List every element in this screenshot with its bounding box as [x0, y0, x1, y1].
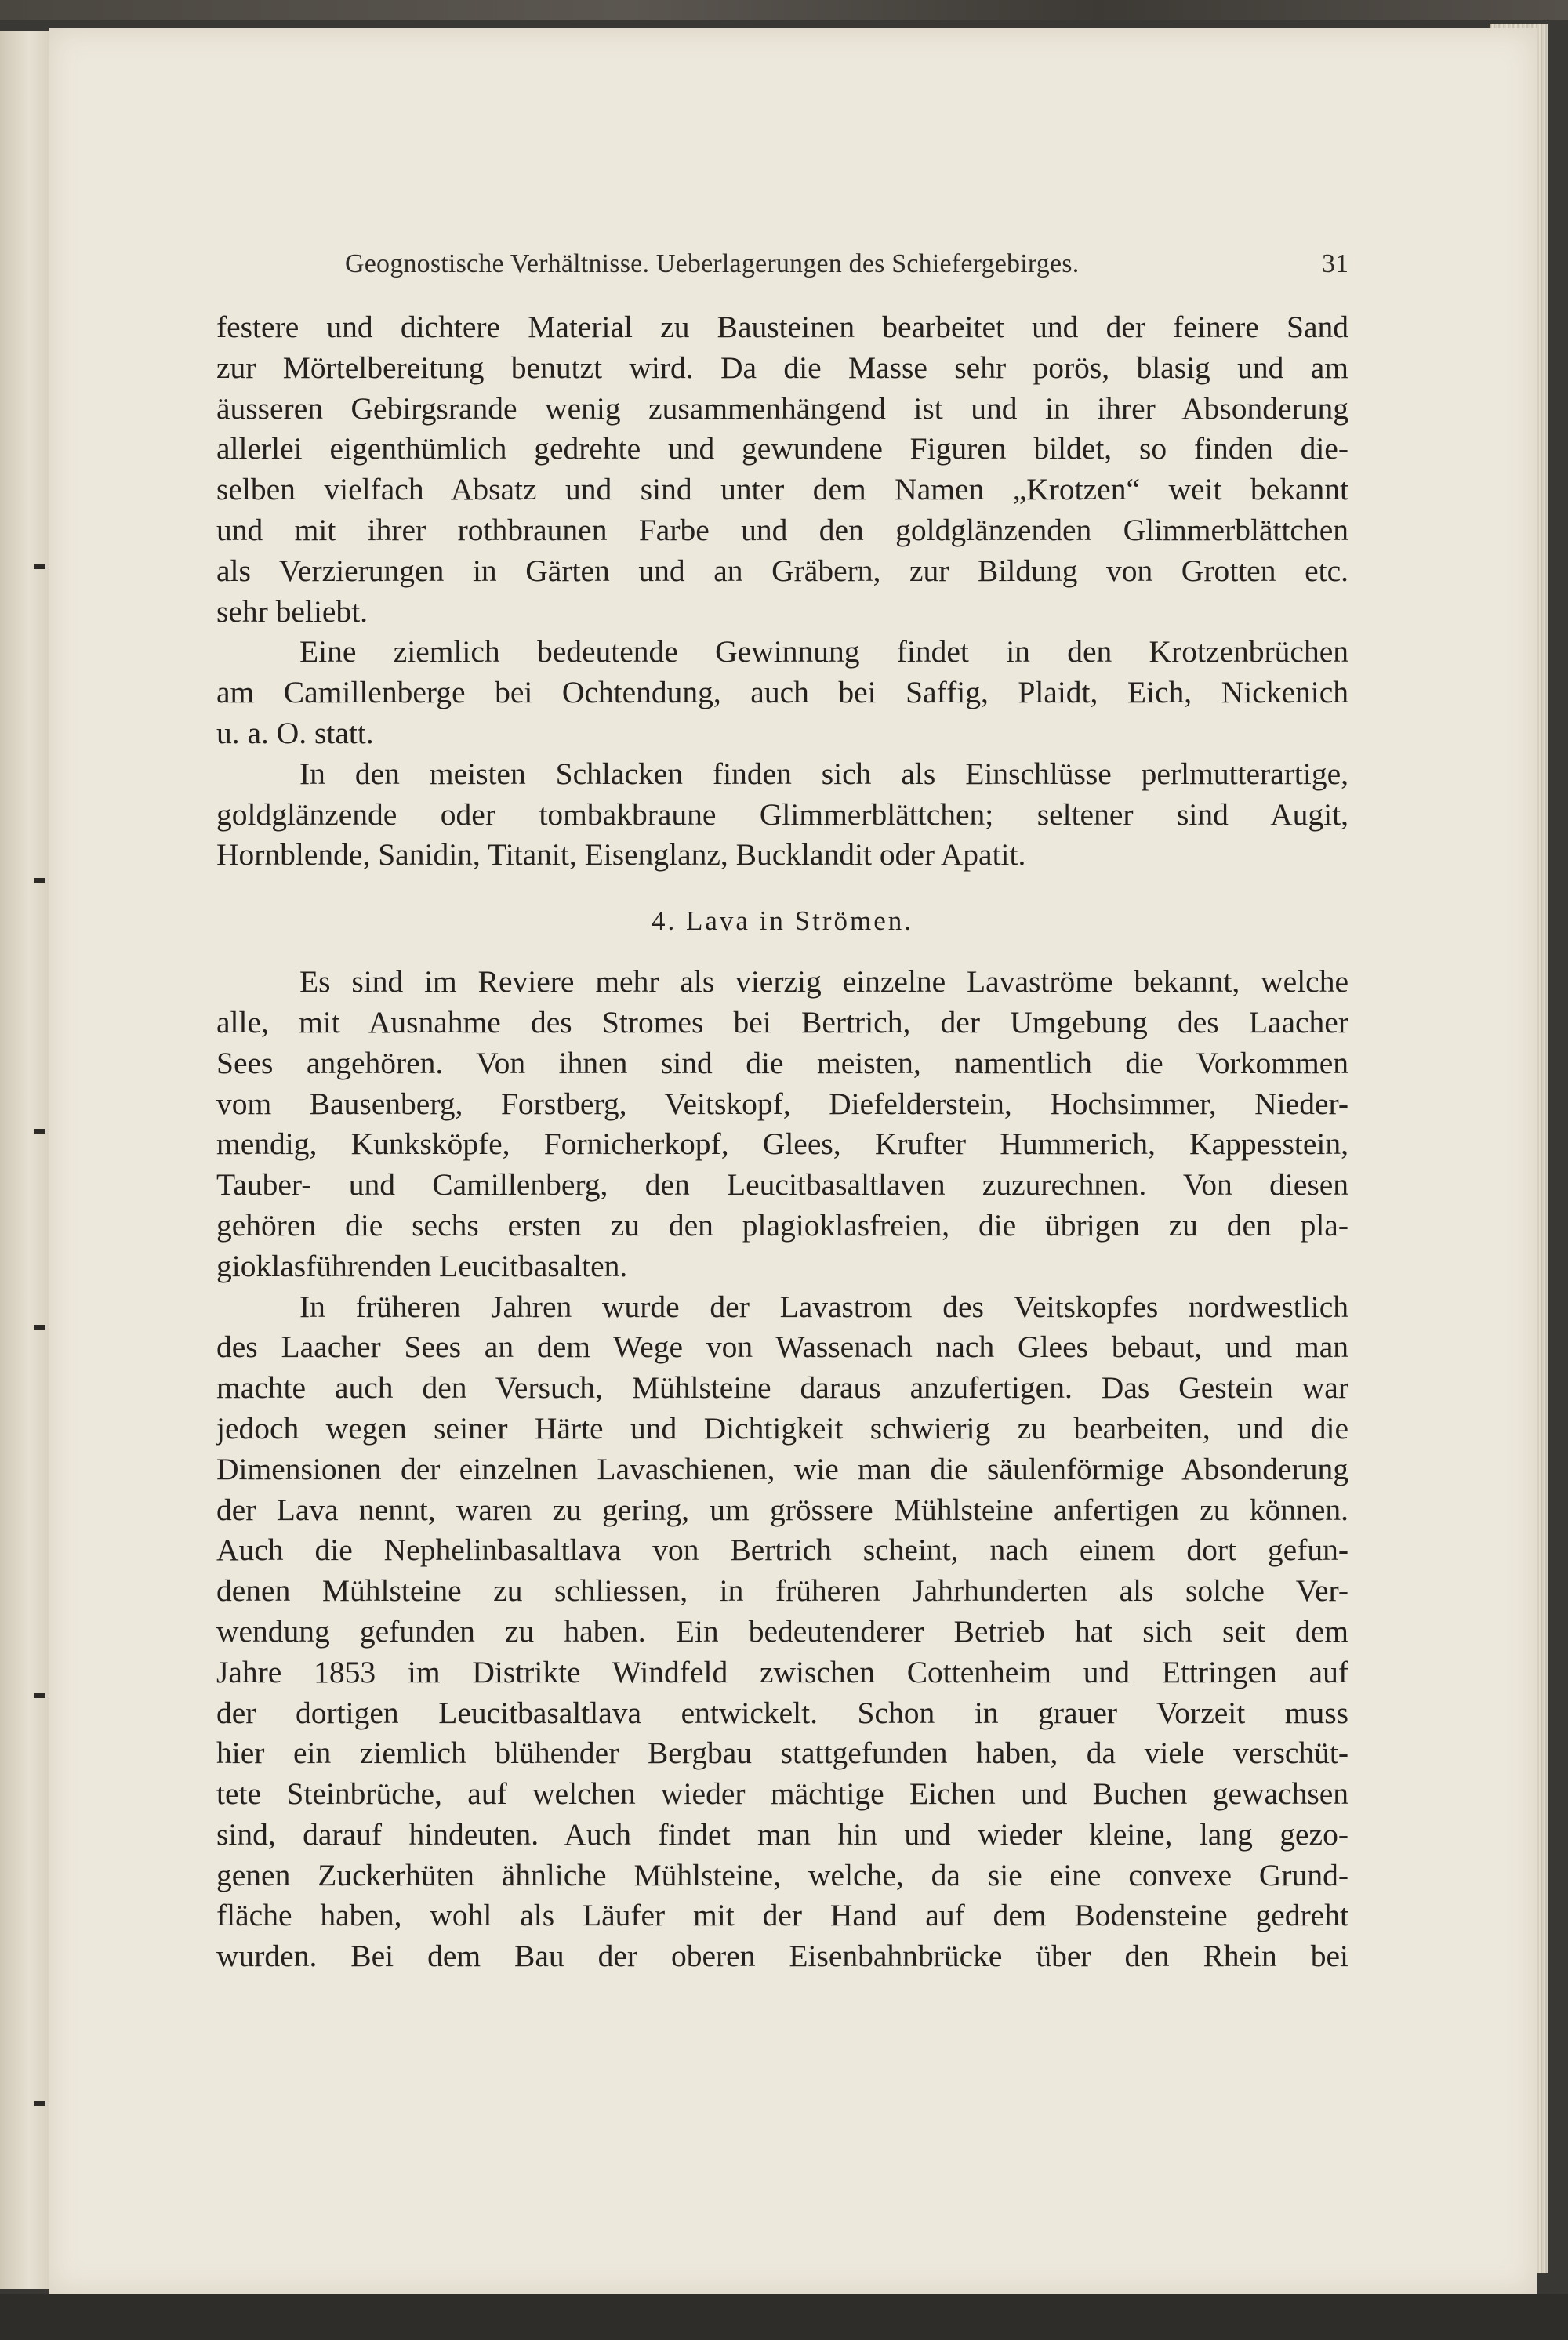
text-line: u. a. O. statt. — [216, 715, 374, 750]
text-line: allerlei eigenthümlich gedrehte und gewundene Figuren bildet, so finden die- — [216, 431, 1348, 466]
text-line: Jahre 1853 im Distrikte Windfeld zwischen Cottenheim und Ettringen auf — [216, 1654, 1348, 1689]
text-line: sind, darauf hindeuten. Auch findet man hin und wieder kleine, lang gezo- — [216, 1816, 1348, 1852]
text-line: der dortigen Leucitbasaltlava entwickelt. Schon in grauer Vorzeit muss — [216, 1695, 1348, 1730]
text-line: äusseren Gebirgsrande wenig zusammenhängend ist und in ihrer Absonderung — [216, 390, 1348, 426]
previous-page-edge — [0, 31, 49, 2289]
paragraph-5 — [216, 1287, 1348, 1978]
text-line: jedoch wegen seiner Härte und Dichtigkeit schwierig zu bearbeiten, und die — [216, 1410, 1348, 1446]
page-marker — [34, 1129, 45, 1134]
section-heading: 4. Lava in Strömen. — [651, 905, 914, 937]
text-body — [216, 307, 1348, 1977]
text-line: Sees angehören. Von ihnen sind die meisten, namentlich die Vorkommen — [216, 1045, 1348, 1080]
text-line: am Camillenberge bei Ochtendung, auch bei Saffig, Plaidt, Eich, Nickenich — [216, 675, 1348, 710]
header-title: Geognostische Verhältnisse. Ueberlagerungen des Schiefergebirges. — [345, 249, 1080, 278]
text-line: Eine ziemlich bedeutende Gewinnung findet in den Krotzenbrüchen — [299, 634, 1348, 669]
paragraph-2 — [216, 632, 1348, 753]
page-number: 31 — [1322, 249, 1348, 278]
paragraph-4 — [216, 962, 1348, 1286]
text-line: machte auch den Versuch, Mühlsteine daraus anzufertigen. Das Gestein war — [216, 1370, 1348, 1406]
text-line: goldglänzende oder tombakbraune Glimmerblättchen; seltener sind Augit, — [216, 796, 1348, 832]
text-line: mendig, Kunksköpfe, Fornicherkopf, Glees, Krufter Hummerich, Kappesstein, — [216, 1126, 1348, 1162]
text-line: der Lava nennt, waren zu gering, um grössere Mühlsteine anfertigen zu können. — [216, 1492, 1348, 1527]
page-marker — [34, 1325, 45, 1330]
text-line: Tauber- und Camillenberg, den Leucitbasaltlaven zuzurechnen. Von diesen — [216, 1167, 1348, 1203]
paragraph-3 — [216, 754, 1348, 876]
page-marker — [34, 1693, 45, 1698]
text-line: fläche haben, wohl als Läufer mit der Hand auf dem Bodensteine gedreht — [216, 1898, 1348, 1933]
text-line: selben vielfach Absatz und sind unter dem Namen „Krotzen“ weit bekannt — [216, 472, 1348, 507]
text-line: alle, mit Ausnahme des Stromes bei Bertrich, der Umgebung des Laacher — [216, 1004, 1348, 1039]
text-line: denen Mühlsteine zu schliessen, in früheren Jahrhunderten als solche Ver- — [216, 1573, 1348, 1609]
text-line: als Verzierungen in Gärten und an Gräbern, zur Bildung von Grotten etc. — [216, 553, 1348, 588]
text-line: Hornblende, Sanidin, Titanit, Eisenglanz, Bucklandit oder Apatit. — [216, 837, 1026, 873]
text-line: des Laacher Sees an dem Wege von Wassenach nach Glees bebaut, und man — [216, 1330, 1348, 1365]
text-line: In früheren Jahren wurde der Lavastrom des Veitskopfes nordwestlich — [299, 1289, 1348, 1324]
text-line: Dimensionen der einzelnen Lavaschienen, wie man die säulenförmige Absonderung — [216, 1451, 1348, 1486]
text-line: vom Bausenberg, Forstberg, Veitskopf, Diefelderstein, Hochsimmer, Nieder- — [216, 1086, 1348, 1121]
text-line: Es sind im Reviere mehr als vierzig einzelne Lavaströme bekannt, welche — [299, 964, 1348, 999]
text-line: wurden. Bei dem Bau der oberen Eisenbahnbrücke über den Rhein bei — [216, 1939, 1348, 1974]
book-top-edge — [0, 0, 1568, 20]
text-line: tete Steinbrüche, auf welchen wieder mächtige Eichen und Buchen gewachsen — [216, 1776, 1348, 1812]
text-line: In den meisten Schlacken finden sich als Einschlüsse perlmutterartige, — [299, 756, 1348, 791]
text-line: sehr beliebt. — [216, 593, 368, 629]
page-marker — [34, 564, 45, 569]
book-bottom-edge — [0, 2294, 1568, 2340]
text-line: festere und dichtere Material zu Bausteinen bearbeitet und der feinere Sand — [216, 310, 1348, 344]
text-line: genen Zuckerhüten ähnliche Mühlsteine, welche, da sie eine convexe Grund- — [216, 1857, 1348, 1892]
text-line: hier ein ziemlich blühender Bergbau stattgefunden haben, da viele verschüt- — [216, 1736, 1348, 1771]
text-line: wendung gefunden zu haben. Ein bedeutenderer Betrieb hat sich seit dem — [216, 1613, 1348, 1649]
page-marker — [34, 2101, 45, 2106]
text-line: gioklasführenden Leucitbasalten. — [216, 1248, 628, 1283]
text-line: und mit ihrer rothbraunen Farbe und den goldglänzenden Glimmerblättchen — [216, 512, 1348, 547]
page-marker — [34, 878, 45, 883]
running-header — [345, 249, 1348, 284]
text-line: zur Mörtelbereitung benutzt wird. Da die Masse sehr porös, blasig und am — [216, 350, 1348, 385]
text-line: Auch die Nephelinbasaltlava von Bertrich scheint, nach einem dort gefun- — [216, 1533, 1348, 1568]
text-line: gehören die sechs ersten zu den plagioklasfreien, die übrigen zu den pla- — [216, 1207, 1348, 1243]
paragraph-1 — [216, 307, 1348, 632]
